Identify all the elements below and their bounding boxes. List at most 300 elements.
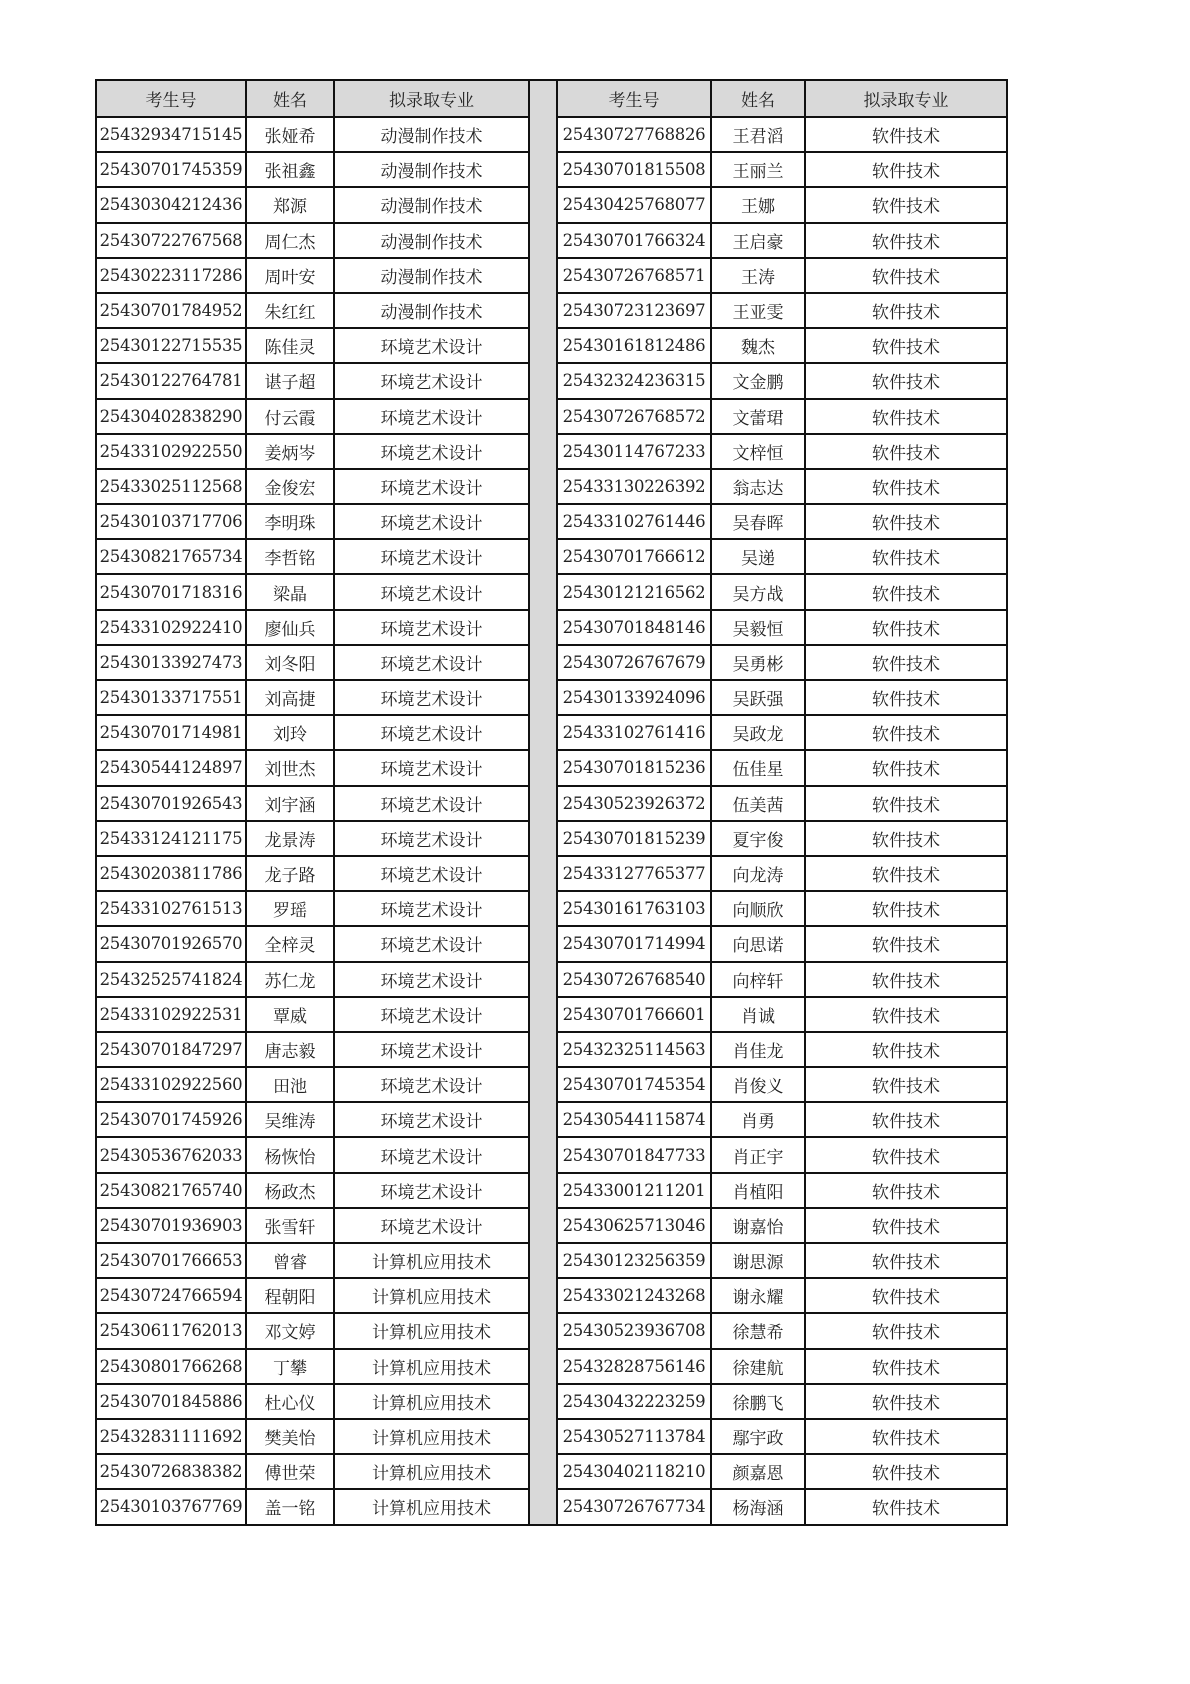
admitted-major: 动漫制作技术 xyxy=(334,293,529,328)
table-row xyxy=(557,786,1007,821)
candidate-name: 夏宇俊 xyxy=(711,821,805,856)
candidate-id: 25430103717706 xyxy=(96,504,246,539)
admitted-major: 软件技术 xyxy=(805,610,1007,645)
candidate-name: 肖勇 xyxy=(711,1102,805,1137)
admitted-major: 计算机应用技术 xyxy=(334,1349,529,1384)
candidate-name: 徐建航 xyxy=(711,1349,805,1384)
candidate-id: 25433102922550 xyxy=(96,434,246,469)
candidate-id: 25433102922531 xyxy=(96,997,246,1032)
candidate-name: 李哲铭 xyxy=(246,539,334,574)
candidate-id: 25430523926372 xyxy=(557,786,711,821)
table-row xyxy=(557,574,1007,609)
table-row xyxy=(557,962,1007,997)
admitted-major: 软件技术 xyxy=(805,786,1007,821)
candidate-id: 25430425768077 xyxy=(557,187,711,222)
candidate-name: 吴政龙 xyxy=(711,715,805,750)
table-row xyxy=(557,328,1007,363)
candidate-name: 郑源 xyxy=(246,187,334,222)
candidate-id: 25433102922560 xyxy=(96,1067,246,1102)
candidate-id: 25430701714981 xyxy=(96,715,246,750)
table-row xyxy=(557,715,1007,750)
candidate-id: 25430161812486 xyxy=(557,328,711,363)
admitted-major: 环境艺术设计 xyxy=(334,1208,529,1243)
table-row xyxy=(557,1313,1007,1348)
admitted-major: 软件技术 xyxy=(805,1067,1007,1102)
candidate-name: 伍佳星 xyxy=(711,750,805,785)
candidate-id: 25430133717551 xyxy=(96,680,246,715)
candidate-id: 25430701745354 xyxy=(557,1067,711,1102)
admitted-major: 环境艺术设计 xyxy=(334,926,529,961)
admitted-major: 软件技术 xyxy=(805,997,1007,1032)
header-row xyxy=(557,80,1007,117)
candidate-name: 王涛 xyxy=(711,258,805,293)
admitted-major: 软件技术 xyxy=(805,574,1007,609)
admitted-major: 环境艺术设计 xyxy=(334,328,529,363)
table-row xyxy=(557,1384,1007,1419)
candidate-name: 盖一铭 xyxy=(246,1489,334,1524)
candidate-name: 杨恢怡 xyxy=(246,1137,334,1172)
candidate-id: 25430701926543 xyxy=(96,786,246,821)
candidate-name: 刘宇涵 xyxy=(246,786,334,821)
admitted-major: 计算机应用技术 xyxy=(334,1313,529,1348)
table-row xyxy=(557,1137,1007,1172)
admitted-major: 环境艺术设计 xyxy=(334,786,529,821)
admitted-major: 软件技术 xyxy=(805,715,1007,750)
table-row xyxy=(96,152,529,187)
admitted-major: 软件技术 xyxy=(805,1349,1007,1384)
admitted-major: 计算机应用技术 xyxy=(334,1419,529,1454)
candidate-name: 谢思源 xyxy=(711,1243,805,1278)
table-row xyxy=(96,610,529,645)
admitted-major: 环境艺术设计 xyxy=(334,891,529,926)
candidate-name: 刘玲 xyxy=(246,715,334,750)
table-row xyxy=(557,187,1007,222)
admitted-major: 软件技术 xyxy=(805,1313,1007,1348)
table-row xyxy=(557,750,1007,785)
candidate-name: 杨海涵 xyxy=(711,1489,805,1524)
admitted-major: 软件技术 xyxy=(805,1489,1007,1524)
table-row xyxy=(96,680,529,715)
candidate-id: 25430726768540 xyxy=(557,962,711,997)
candidate-id: 25430701848146 xyxy=(557,610,711,645)
candidate-id: 25430726768571 xyxy=(557,258,711,293)
admitted-major: 动漫制作技术 xyxy=(334,152,529,187)
admitted-major: 软件技术 xyxy=(805,187,1007,222)
admitted-major: 软件技术 xyxy=(805,962,1007,997)
admitted-major: 环境艺术设计 xyxy=(334,645,529,680)
admitted-major: 环境艺术设计 xyxy=(334,856,529,891)
header-major: 拟录取专业 xyxy=(334,80,529,117)
table-row xyxy=(96,574,529,609)
table-row xyxy=(557,1208,1007,1243)
candidate-id: 25433130226392 xyxy=(557,469,711,504)
candidate-id: 25432828756146 xyxy=(557,1349,711,1384)
table-row xyxy=(96,962,529,997)
candidate-name: 王娜 xyxy=(711,187,805,222)
candidate-id: 25433127765377 xyxy=(557,856,711,891)
candidate-name: 颜嘉恩 xyxy=(711,1454,805,1489)
candidate-name: 王启豪 xyxy=(711,223,805,258)
admitted-major: 环境艺术设计 xyxy=(334,434,529,469)
candidate-name: 吴跃强 xyxy=(711,680,805,715)
header-name: 姓名 xyxy=(711,80,805,117)
table-row xyxy=(96,363,529,398)
admitted-major: 软件技术 xyxy=(805,680,1007,715)
candidate-id: 25433102761446 xyxy=(557,504,711,539)
admitted-major: 环境艺术设计 xyxy=(334,962,529,997)
admitted-major: 软件技术 xyxy=(805,469,1007,504)
table-row xyxy=(557,258,1007,293)
candidate-name: 谢嘉怡 xyxy=(711,1208,805,1243)
candidate-id: 25430722767568 xyxy=(96,223,246,258)
admitted-major: 软件技术 xyxy=(805,1173,1007,1208)
candidate-name: 龙景涛 xyxy=(246,821,334,856)
candidate-name: 王丽兰 xyxy=(711,152,805,187)
candidate-name: 文金鹏 xyxy=(711,363,805,398)
table-row xyxy=(96,1032,529,1067)
candidate-id: 25430726838382 xyxy=(96,1454,246,1489)
candidate-name: 肖诚 xyxy=(711,997,805,1032)
candidate-name: 肖植阳 xyxy=(711,1173,805,1208)
candidate-name: 傅世荣 xyxy=(246,1454,334,1489)
table-row xyxy=(557,293,1007,328)
admitted-major: 软件技术 xyxy=(805,1208,1007,1243)
table-row xyxy=(96,926,529,961)
header-id: 考生号 xyxy=(96,80,246,117)
admitted-major: 环境艺术设计 xyxy=(334,1102,529,1137)
right-table xyxy=(556,79,1008,1526)
admitted-major: 软件技术 xyxy=(805,504,1007,539)
candidate-id: 25430133927473 xyxy=(96,645,246,680)
admitted-major: 软件技术 xyxy=(805,891,1007,926)
candidate-name: 徐慧希 xyxy=(711,1313,805,1348)
admitted-major: 动漫制作技术 xyxy=(334,187,529,222)
admitted-major: 环境艺术设计 xyxy=(334,539,529,574)
admitted-major: 环境艺术设计 xyxy=(334,399,529,434)
table-row xyxy=(557,1278,1007,1313)
candidate-id: 25430223117286 xyxy=(96,258,246,293)
table-row xyxy=(96,469,529,504)
table-row xyxy=(96,434,529,469)
candidate-name: 金俊宏 xyxy=(246,469,334,504)
table-row xyxy=(557,539,1007,574)
candidate-name: 苏仁龙 xyxy=(246,962,334,997)
candidate-id: 25430701815239 xyxy=(557,821,711,856)
candidate-id: 25430161763103 xyxy=(557,891,711,926)
candidate-name: 周仁杰 xyxy=(246,223,334,258)
table-row xyxy=(557,1454,1007,1489)
candidate-name: 程朝阳 xyxy=(246,1278,334,1313)
admitted-major: 动漫制作技术 xyxy=(334,117,529,152)
admitted-major: 软件技术 xyxy=(805,328,1007,363)
table-row xyxy=(96,187,529,222)
candidate-name: 吴毅恒 xyxy=(711,610,805,645)
table-row xyxy=(96,1067,529,1102)
candidate-name: 刘高捷 xyxy=(246,680,334,715)
admitted-major: 环境艺术设计 xyxy=(334,750,529,785)
admitted-major: 软件技术 xyxy=(805,1454,1007,1489)
candidate-name: 廖仙兵 xyxy=(246,610,334,645)
candidate-name: 李明珠 xyxy=(246,504,334,539)
admitted-major: 软件技术 xyxy=(805,750,1007,785)
admitted-major: 软件技术 xyxy=(805,1384,1007,1419)
table-row xyxy=(557,1489,1007,1524)
candidate-name: 鄢宇政 xyxy=(711,1419,805,1454)
admitted-major: 计算机应用技术 xyxy=(334,1489,529,1524)
candidate-id: 25430701845886 xyxy=(96,1384,246,1419)
admitted-major: 软件技术 xyxy=(805,1032,1007,1067)
candidate-id: 25430133924096 xyxy=(557,680,711,715)
candidate-name: 谢永耀 xyxy=(711,1278,805,1313)
candidate-id: 25430701766601 xyxy=(557,997,711,1032)
candidate-id: 25430801766268 xyxy=(96,1349,246,1384)
candidate-id: 25430536762033 xyxy=(96,1137,246,1172)
admitted-major: 软件技术 xyxy=(805,821,1007,856)
table-row xyxy=(557,1173,1007,1208)
candidate-id: 25430727768826 xyxy=(557,117,711,152)
candidate-name: 刘世杰 xyxy=(246,750,334,785)
candidate-id: 25430544115874 xyxy=(557,1102,711,1137)
candidate-id: 25433001211201 xyxy=(557,1173,711,1208)
table-row xyxy=(96,258,529,293)
table-row xyxy=(96,1278,529,1313)
table-row xyxy=(96,1384,529,1419)
candidate-id: 25432831111692 xyxy=(96,1419,246,1454)
candidate-id: 25430701847297 xyxy=(96,1032,246,1067)
table-row xyxy=(96,1102,529,1137)
candidate-name: 唐志毅 xyxy=(246,1032,334,1067)
candidate-id: 25430701936903 xyxy=(96,1208,246,1243)
table-row xyxy=(96,1137,529,1172)
candidate-id: 25430701766653 xyxy=(96,1243,246,1278)
admitted-major: 软件技术 xyxy=(805,434,1007,469)
table-row xyxy=(557,821,1007,856)
admitted-major: 计算机应用技术 xyxy=(334,1384,529,1419)
candidate-id: 25430701815236 xyxy=(557,750,711,785)
candidate-id: 25432324236315 xyxy=(557,363,711,398)
admitted-major: 软件技术 xyxy=(805,293,1007,328)
candidate-id: 25430123256359 xyxy=(557,1243,711,1278)
candidate-name: 肖佳龙 xyxy=(711,1032,805,1067)
admitted-major: 软件技术 xyxy=(805,926,1007,961)
candidate-name: 全梓灵 xyxy=(246,926,334,961)
candidate-id: 25430625713046 xyxy=(557,1208,711,1243)
admitted-major: 环境艺术设计 xyxy=(334,1173,529,1208)
table-row xyxy=(96,1173,529,1208)
admitted-major: 软件技术 xyxy=(805,1102,1007,1137)
admitted-major: 软件技术 xyxy=(805,856,1007,891)
candidate-id: 25430701714994 xyxy=(557,926,711,961)
candidate-name: 吴递 xyxy=(711,539,805,574)
admitted-major: 软件技术 xyxy=(805,399,1007,434)
admitted-major: 环境艺术设计 xyxy=(334,504,529,539)
candidate-id: 25432934715145 xyxy=(96,117,246,152)
table-row xyxy=(96,1313,529,1348)
header-row xyxy=(96,80,529,117)
candidate-name: 曾睿 xyxy=(246,1243,334,1278)
candidate-name: 吴维涛 xyxy=(246,1102,334,1137)
candidate-id: 25430726768572 xyxy=(557,399,711,434)
candidate-id: 25430432223259 xyxy=(557,1384,711,1419)
candidate-id: 25433102761513 xyxy=(96,891,246,926)
table-row xyxy=(557,469,1007,504)
candidate-id: 25432325114563 xyxy=(557,1032,711,1067)
admitted-major: 软件技术 xyxy=(805,152,1007,187)
table-row xyxy=(557,891,1007,926)
table-row xyxy=(557,997,1007,1032)
admitted-major: 环境艺术设计 xyxy=(334,1032,529,1067)
candidate-name: 王亚雯 xyxy=(711,293,805,328)
candidate-name: 文梓恒 xyxy=(711,434,805,469)
admitted-major: 软件技术 xyxy=(805,539,1007,574)
candidate-name: 魏杰 xyxy=(711,328,805,363)
admitted-major: 环境艺术设计 xyxy=(334,680,529,715)
admitted-major: 环境艺术设计 xyxy=(334,715,529,750)
candidate-id: 25433021243268 xyxy=(557,1278,711,1313)
candidate-id: 25430726767734 xyxy=(557,1489,711,1524)
candidate-name: 张娅希 xyxy=(246,117,334,152)
candidate-id: 25433124121175 xyxy=(96,821,246,856)
candidate-id: 25430544124897 xyxy=(96,750,246,785)
admitted-major: 软件技术 xyxy=(805,1243,1007,1278)
candidate-name: 覃威 xyxy=(246,997,334,1032)
table-row xyxy=(96,223,529,258)
admitted-major: 动漫制作技术 xyxy=(334,223,529,258)
table-row xyxy=(557,504,1007,539)
candidate-name: 姜炳岑 xyxy=(246,434,334,469)
candidate-name: 向顺欣 xyxy=(711,891,805,926)
candidate-id: 25430701766324 xyxy=(557,223,711,258)
table-row xyxy=(96,821,529,856)
candidate-id: 25430723123697 xyxy=(557,293,711,328)
table-row xyxy=(96,997,529,1032)
admitted-major: 环境艺术设计 xyxy=(334,363,529,398)
table-row xyxy=(557,1243,1007,1278)
candidate-id: 25430821765740 xyxy=(96,1173,246,1208)
table-row xyxy=(96,293,529,328)
candidate-name: 樊美怡 xyxy=(246,1419,334,1454)
table-row xyxy=(557,856,1007,891)
candidate-name: 陈佳灵 xyxy=(246,328,334,363)
candidate-id: 25430402838290 xyxy=(96,399,246,434)
admitted-major: 软件技术 xyxy=(805,363,1007,398)
candidate-id: 25430701745359 xyxy=(96,152,246,187)
header-major: 拟录取专业 xyxy=(805,80,1007,117)
candidate-name: 周叶安 xyxy=(246,258,334,293)
table-row xyxy=(96,1419,529,1454)
admitted-major: 环境艺术设计 xyxy=(334,574,529,609)
candidate-id: 25430203811786 xyxy=(96,856,246,891)
table-row xyxy=(96,504,529,539)
table-row xyxy=(96,856,529,891)
candidate-name: 向思诺 xyxy=(711,926,805,961)
candidate-name: 梁晶 xyxy=(246,574,334,609)
candidate-name: 吴勇彬 xyxy=(711,645,805,680)
table-row xyxy=(557,399,1007,434)
admitted-major: 软件技术 xyxy=(805,117,1007,152)
table-row xyxy=(557,1419,1007,1454)
candidate-name: 向梓轩 xyxy=(711,962,805,997)
candidate-id: 25430701745926 xyxy=(96,1102,246,1137)
candidate-name: 罗瑶 xyxy=(246,891,334,926)
candidate-id: 25432525741824 xyxy=(96,962,246,997)
table-row xyxy=(557,1032,1007,1067)
admitted-major: 计算机应用技术 xyxy=(334,1454,529,1489)
admitted-major: 环境艺术设计 xyxy=(334,610,529,645)
candidate-name: 田池 xyxy=(246,1067,334,1102)
candidate-id: 25430114767233 xyxy=(557,434,711,469)
table-row xyxy=(557,152,1007,187)
candidate-id: 25430701847733 xyxy=(557,1137,711,1172)
candidate-name: 谌子超 xyxy=(246,363,334,398)
admitted-major: 环境艺术设计 xyxy=(334,1137,529,1172)
candidate-id: 25430611762013 xyxy=(96,1313,246,1348)
table-row xyxy=(557,680,1007,715)
candidate-name: 丁攀 xyxy=(246,1349,334,1384)
candidate-id: 25430122715535 xyxy=(96,328,246,363)
table-row xyxy=(96,539,529,574)
table-row xyxy=(557,1067,1007,1102)
candidate-id: 25430821765734 xyxy=(96,539,246,574)
table-row xyxy=(96,891,529,926)
table-row xyxy=(96,1349,529,1384)
left-table xyxy=(95,79,530,1526)
admitted-major: 环境艺术设计 xyxy=(334,821,529,856)
candidate-name: 伍美茜 xyxy=(711,786,805,821)
candidate-name: 肖正宇 xyxy=(711,1137,805,1172)
table-row xyxy=(96,1243,529,1278)
table-row xyxy=(96,715,529,750)
table-row xyxy=(557,610,1007,645)
admitted-major: 计算机应用技术 xyxy=(334,1278,529,1313)
admitted-major: 软件技术 xyxy=(805,1419,1007,1454)
table-row xyxy=(96,786,529,821)
candidate-id: 25430122764781 xyxy=(96,363,246,398)
header-name: 姓名 xyxy=(246,80,334,117)
candidate-id: 25430701815508 xyxy=(557,152,711,187)
table-row xyxy=(557,1102,1007,1137)
candidate-id: 25430701926570 xyxy=(96,926,246,961)
table-row xyxy=(557,434,1007,469)
candidate-id: 25433102922410 xyxy=(96,610,246,645)
candidate-name: 吴方战 xyxy=(711,574,805,609)
candidate-id: 25430724766594 xyxy=(96,1278,246,1313)
candidate-name: 龙子路 xyxy=(246,856,334,891)
table-row xyxy=(96,399,529,434)
table-row xyxy=(557,1349,1007,1384)
candidate-id: 25430726767679 xyxy=(557,645,711,680)
table-row xyxy=(557,645,1007,680)
admitted-major: 计算机应用技术 xyxy=(334,1243,529,1278)
header-id: 考生号 xyxy=(557,80,711,117)
table-row xyxy=(96,1489,529,1524)
admitted-major: 软件技术 xyxy=(805,1137,1007,1172)
candidate-id: 25430402118210 xyxy=(557,1454,711,1489)
candidate-name: 邓文婷 xyxy=(246,1313,334,1348)
admitted-major: 软件技术 xyxy=(805,258,1007,293)
candidate-name: 付云霞 xyxy=(246,399,334,434)
table-row xyxy=(96,328,529,363)
admission-list xyxy=(95,79,1008,1526)
column-divider xyxy=(530,79,556,1526)
candidate-name: 王君滔 xyxy=(711,117,805,152)
table-row xyxy=(96,645,529,680)
candidate-id: 25430701718316 xyxy=(96,574,246,609)
table-row xyxy=(96,750,529,785)
candidate-id: 25430523936708 xyxy=(557,1313,711,1348)
admitted-major: 软件技术 xyxy=(805,645,1007,680)
candidate-name: 翁志达 xyxy=(711,469,805,504)
